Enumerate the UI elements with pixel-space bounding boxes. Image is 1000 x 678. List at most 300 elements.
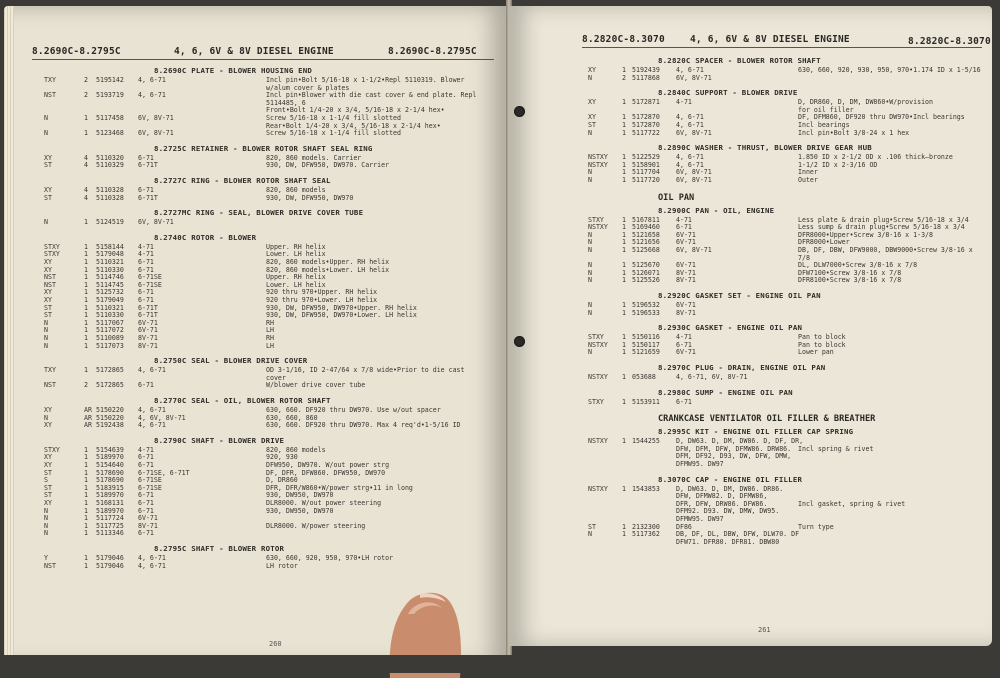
row-notes: DFR8000•Upper•Screw 3/8-16 x 1-3/8	[798, 230, 933, 239]
row-part-number: 5193719	[96, 91, 124, 100]
row-part-number: 5117724	[96, 514, 124, 523]
row-qty: 1	[622, 160, 626, 169]
row-part-number: 5169460	[632, 223, 660, 232]
row-model: N	[588, 230, 592, 239]
row-model: NSTXY	[588, 484, 608, 493]
row-part-number: 5123468	[96, 129, 124, 138]
row-application: 8V-71	[138, 521, 158, 530]
row-part-number: 1544255	[632, 437, 660, 446]
row-part-number: 5179049	[96, 296, 124, 304]
row-notes: DFR8000•Lower	[798, 238, 850, 247]
row-model: ST	[44, 161, 52, 170]
row-qty: 1	[622, 268, 626, 277]
row-qty: 4	[84, 153, 88, 162]
row-qty: 1	[84, 296, 88, 304]
row-application: DFM92. D93. DW, DMW, DW95.	[676, 507, 780, 516]
row-part-number: 5168131	[96, 499, 124, 507]
row-application: 4, 6-71	[138, 76, 166, 84]
row-application: 6-71	[138, 265, 154, 274]
row-notes: DF, DFR, DFW860. DFW950, DW970	[266, 468, 386, 477]
row-application: 6V-71	[138, 318, 158, 327]
row-qty: 1	[84, 334, 88, 342]
row-part-number: 5125670	[632, 261, 660, 270]
row-notes: cover	[266, 373, 286, 382]
left-header-range-right: 8.2690C-8.2795C	[388, 46, 477, 57]
row-model: N	[588, 530, 592, 539]
row-application: 4-71	[676, 215, 692, 224]
row-application: 6-71	[138, 258, 154, 266]
section-title: 8.2740C ROTOR - BLOWER	[154, 232, 257, 242]
row-application: 6V-71	[138, 514, 158, 523]
row-application: 8V-71	[676, 268, 696, 277]
row-application: 4, 6-71	[138, 366, 166, 375]
row-part-number: 5117722	[632, 128, 660, 137]
right-header-title: 4, 6, 6V & 8V DIESEL ENGINE	[690, 34, 850, 45]
row-part-number: 5117720	[632, 176, 660, 184]
section-title: 8.2980C SUMP - ENGINE OIL PAN	[658, 387, 793, 397]
row-notes: DF, DFM860, DF920 thru DW970•Incl bearings	[798, 113, 965, 122]
row-qty: 4	[84, 193, 88, 202]
row-part-number: 5158901	[632, 160, 660, 169]
row-application: 4, 6-71, 6V, 8V-71	[676, 373, 748, 381]
row-application: 6V, 8V-71	[676, 246, 712, 254]
row-application: 6-71SE	[138, 273, 162, 282]
section-title: 8.2820C SPACER - BLOWER ROTOR SHAFT	[658, 56, 821, 65]
row-qty: 1	[84, 514, 88, 523]
row-qty: 1	[622, 215, 626, 224]
row-qty: 1	[84, 273, 88, 282]
row-application: 6V, 8V-71	[676, 168, 712, 177]
row-application: 6V-71	[676, 238, 696, 247]
row-notes: Less sump & drain plug•Screw 5/16-18 x 3/4	[798, 223, 965, 232]
row-model: XY	[44, 421, 52, 430]
row-qty: 1	[84, 468, 88, 477]
section-title: 8.2770C SEAL - OIL, BLOWER ROTOR SHAFT	[154, 396, 331, 405]
row-qty: 1	[622, 121, 626, 129]
row-qty: 1	[622, 246, 626, 254]
row-qty: 1	[84, 521, 88, 530]
row-part-number: 5110330	[96, 265, 124, 274]
row-part-number: 5195142	[96, 76, 124, 84]
left-header-range-left: 8.2690C-8.2795C	[32, 46, 121, 57]
row-model: N	[588, 301, 592, 309]
row-notes: LH	[266, 341, 274, 350]
row-notes: Lower. LH helix	[266, 280, 326, 289]
row-model: ST	[44, 311, 52, 320]
row-notes: 630, 660. DF920 thru DW970. Max 4 req'd•1-5/16 ID	[266, 421, 461, 430]
row-notes: Incl pin•Bolt 3/8-24 x 1 hex	[798, 128, 910, 137]
left-page	[4, 6, 510, 666]
row-notes: DL, DLW7000•Screw 3/8-16 x 7/8	[798, 261, 918, 270]
row-notes: Incl pin•Bolt 5/16-18 x 1-1/2•Repl 5110319. Blower	[266, 76, 465, 84]
row-application: DFMW95. DW97	[676, 460, 724, 468]
row-notes: 630, 660. DF920 thru DW970. Use w/out spacer	[266, 406, 441, 414]
row-application: 6-71SE	[138, 280, 162, 289]
row-model: N	[588, 238, 592, 247]
row-notes: Incl bearings	[798, 121, 850, 129]
row-qty: 1	[622, 176, 626, 184]
row-notes: Front•Bolt 1/4-20 x 3/4, 5/16-18 x 2-1/4 hex•	[266, 106, 445, 115]
row-notes: Lower. LH helix	[266, 250, 326, 259]
row-qty: 1	[622, 66, 626, 74]
row-notes: LH	[266, 326, 274, 335]
row-part-number: 5117458	[96, 114, 124, 122]
row-part-number: 5179048	[96, 250, 124, 259]
row-model: XY	[44, 265, 52, 274]
row-application: DFMW95. DW97	[676, 515, 724, 523]
row-application: 6V, 8V-71	[138, 129, 174, 138]
row-application: 6V, 8V-71	[138, 114, 174, 122]
section-title: 8.2790C SHAFT - BLOWER DRIVE	[154, 435, 285, 445]
row-application: 4-71	[138, 242, 154, 251]
section-title: 8.2930C GASKET - ENGINE OIL PAN	[658, 323, 803, 333]
right-header-rule	[582, 47, 982, 48]
row-model: N	[588, 73, 592, 82]
row-notes: LH rotor	[266, 561, 298, 570]
row-part-number: 5124519	[96, 218, 124, 227]
row-application: 4, 6-71	[138, 406, 166, 414]
row-model: N	[44, 318, 48, 327]
row-application: 8V-71	[138, 341, 158, 350]
row-notes: Screw 5/16-18 x 1-1/4 fill slotted	[266, 114, 401, 122]
row-notes: DFW950, DW970. W/out power strg	[266, 461, 390, 469]
row-model: N	[44, 506, 48, 515]
row-part-number: 5114746	[96, 273, 124, 282]
row-qty: 1	[622, 530, 626, 539]
row-model: STXY	[44, 242, 60, 251]
row-notes: 1.850 ID x 2-1/2 OD x .106 thick—bronze	[798, 153, 953, 162]
row-application: 6-71T	[138, 161, 158, 170]
row-notes: 630, 660, 920, 950, 970•LH rotor	[266, 554, 394, 562]
row-application: 4, 6-71	[676, 160, 704, 169]
row-application: 6-71T	[138, 193, 158, 202]
left-page-number: 260	[269, 640, 282, 648]
row-qty: 2	[84, 76, 88, 84]
row-model: STXY	[44, 250, 60, 259]
row-application: 6-71	[138, 461, 154, 469]
row-model: XY	[44, 296, 52, 304]
row-notes: 630, 660, 920, 930, 950, 970•1.174 ID x 1-5/16	[798, 66, 981, 74]
row-part-number: 5117067	[96, 318, 124, 327]
left-header-title: 4, 6, 6V & 8V DIESEL ENGINE	[174, 46, 334, 57]
row-application: 4-71	[676, 333, 692, 342]
row-part-number: 5110328	[96, 193, 124, 202]
row-qty: 1	[84, 506, 88, 515]
row-notes: Pan to block	[798, 340, 846, 349]
row-part-number: 5110328	[96, 186, 124, 194]
row-model: NSTXY	[588, 153, 608, 162]
row-part-number: 5126071	[632, 268, 660, 277]
row-model: NSTXY	[588, 160, 608, 169]
row-model: N	[44, 218, 48, 227]
row-model: N	[588, 268, 592, 277]
row-qty: 1	[84, 554, 88, 562]
row-qty: 1	[84, 318, 88, 327]
row-part-number: 5110321	[96, 258, 124, 266]
row-model: NST	[44, 273, 56, 282]
row-qty: 1	[622, 98, 626, 107]
row-qty: 1	[84, 280, 88, 289]
row-application: DFW, DFM, DFW, DFMW86. DRW86.	[676, 444, 792, 453]
row-application: 4-71	[138, 445, 154, 454]
section-title: 8.2970C PLUG - DRAIN, ENGINE OIL PAN	[658, 363, 826, 372]
row-notes: Upper. RH helix	[266, 242, 326, 251]
row-notes: 930, DW, DFW950, DW970•Lower. LH helix	[266, 311, 417, 320]
row-model: ST	[44, 303, 52, 312]
row-notes: for oil filler	[798, 105, 854, 114]
row-qty: 1	[84, 476, 88, 485]
row-qty: 4	[84, 186, 88, 194]
row-notes: 920 thru 970•Lower. LH helix	[266, 296, 378, 304]
row-notes: 7/8	[798, 253, 810, 262]
row-notes: Screw 5/16-18 x 1-1/4 fill slotted	[266, 129, 401, 138]
row-application: 6V-71	[676, 301, 696, 309]
row-part-number: 5189970	[96, 491, 124, 500]
row-model: N	[588, 308, 592, 317]
row-application: 4, 6-71	[676, 153, 704, 162]
row-notes: Incl spring & rivet	[798, 444, 874, 453]
row-qty: 1	[622, 373, 626, 381]
row-application: 6-71SE, 6-71T	[138, 468, 190, 477]
row-application: 4, 6-71	[138, 91, 166, 100]
row-model: XY	[588, 98, 596, 107]
row-model: S	[44, 476, 48, 485]
row-application: 6-71	[138, 296, 154, 304]
row-qty: 1	[84, 461, 88, 469]
row-qty: 1	[84, 326, 88, 335]
row-application: 6-71	[138, 491, 154, 500]
row-qty: 1	[622, 168, 626, 177]
row-part-number: 5178690	[96, 468, 124, 477]
row-notes: w/alum cover & plates	[266, 83, 350, 92]
row-model: XY	[44, 406, 52, 414]
row-notes: 820, 860 models. Carrier	[266, 153, 362, 162]
row-application: 6-71T	[138, 303, 158, 312]
row-application: 6V-71	[138, 326, 158, 335]
row-part-number: 5110329	[96, 161, 124, 170]
row-model: ST	[588, 522, 596, 531]
row-part-number: 5167811	[632, 215, 660, 224]
row-notes: 930, DW, DFW950, DW970. Carrier	[266, 161, 390, 170]
row-qty: 1	[622, 261, 626, 270]
row-model: ST	[44, 193, 52, 202]
left-header-rule	[32, 59, 494, 60]
row-qty: 1	[622, 333, 626, 342]
row-notes: RH	[266, 334, 274, 342]
row-qty: 1	[84, 265, 88, 274]
row-application: 6-71SE	[138, 476, 162, 485]
row-part-number: 5110321	[96, 303, 124, 312]
row-qty: AR	[84, 406, 92, 414]
row-part-number: 5172865	[96, 381, 124, 390]
row-qty: AR	[84, 421, 92, 430]
row-model: N	[44, 334, 48, 342]
table-surface	[0, 655, 1000, 673]
row-part-number: 5121659	[632, 348, 660, 357]
row-application: 6V-71	[676, 348, 696, 357]
section-title: 8.2900C PAN - OIL, ENGINE	[658, 205, 775, 215]
row-model: TXY	[44, 76, 56, 84]
row-qty: 1	[84, 250, 88, 259]
row-application: 6-71	[676, 397, 692, 406]
row-qty: 1	[622, 238, 626, 247]
row-notes: DFR8100•Screw 3/8-16 x 7/8	[798, 276, 902, 285]
row-qty: 1	[84, 303, 88, 312]
row-model: NST	[44, 91, 56, 100]
row-qty: 1	[84, 218, 88, 227]
row-part-number: 5154640	[96, 461, 124, 469]
section-title: 8.2995C KIT - ENGINE OIL FILLER CAP SPRING	[658, 427, 854, 437]
row-model: XY	[44, 499, 52, 507]
row-qty: 1	[84, 561, 88, 570]
row-notes: W/blower drive cover tube	[266, 381, 366, 390]
row-part-number: 5110320	[96, 153, 124, 162]
row-application: D, DW63. D, DM, DW86. D, DF, DR,	[676, 437, 804, 446]
row-application: 6-71	[138, 288, 154, 297]
row-notes: Incl gasket, spring & rivet	[798, 499, 906, 508]
right-page-number: 261	[758, 626, 771, 634]
row-notes: 1-1/2 ID x 2-3/16 OD	[798, 160, 878, 169]
section-title: 8.2725C RETAINER - BLOWER ROTOR SHAFT SEAL RING	[154, 143, 373, 153]
row-model: ST	[588, 121, 596, 129]
row-part-number: 2132300	[632, 522, 660, 531]
row-qty: 1	[84, 114, 88, 122]
row-model: XY	[44, 453, 52, 462]
row-application: 8V-71	[138, 334, 158, 342]
row-model: N	[588, 246, 592, 254]
row-notes: 820, 860 models	[266, 186, 326, 194]
section-title: 8.2727MC RING - SEAL, BLOWER DRIVE COVER TUBE	[154, 208, 364, 218]
row-model: ST	[44, 483, 52, 492]
row-model: N	[44, 341, 48, 350]
row-notes: 820, 860 models	[266, 445, 326, 454]
row-part-number: 5114745	[96, 280, 124, 289]
row-part-number: 5122529	[632, 153, 660, 162]
row-application: 6-71	[676, 223, 692, 232]
row-qty: 1	[84, 499, 88, 507]
row-application: 8V-71	[676, 308, 696, 317]
row-application: 6V-71	[676, 230, 696, 239]
row-part-number: 5179046	[96, 561, 124, 570]
row-model: NSTXY	[588, 437, 608, 446]
row-qty: 2	[84, 381, 88, 390]
row-model: N	[588, 261, 592, 270]
row-notes: 820, 860 models•Lower. LH helix	[266, 265, 390, 274]
row-qty: 1	[84, 453, 88, 462]
row-qty: 1	[622, 276, 626, 285]
row-model: NSTXY	[588, 373, 608, 381]
row-qty: 2	[84, 91, 88, 100]
row-application: 4, 6-71	[676, 66, 704, 74]
row-application: 6-71	[676, 340, 692, 349]
row-model: STXY	[588, 333, 604, 342]
row-part-number: 5121656	[632, 238, 660, 247]
right-header-range-left: 8.2820C-8.3070	[582, 34, 665, 45]
row-part-number: 5117868	[632, 73, 660, 82]
row-application: 6V, 8V-71	[138, 218, 174, 227]
row-qty: 1	[622, 113, 626, 122]
row-qty: 1	[622, 223, 626, 232]
section-title: 8.2690C PLATE - BLOWER HOUSING END	[154, 66, 313, 75]
row-notes: Outer	[798, 176, 818, 184]
row-qty: 4	[84, 161, 88, 170]
section-title: 8.2750C SEAL - BLOWER DRIVE COVER	[154, 356, 308, 366]
section-title: 8.3070C CAP - ENGINE OIL FILLER	[658, 474, 803, 484]
row-application: DFM, DF92, D93, DW, DFW, DMW,	[676, 452, 792, 461]
row-qty: 1	[622, 348, 626, 357]
row-part-number: 5172871	[632, 98, 660, 107]
row-part-number: 5125732	[96, 288, 124, 297]
row-qty: 1	[84, 491, 88, 500]
row-application: 4, 6-71	[138, 561, 166, 570]
row-application: 6V, 8V-71	[676, 73, 712, 82]
row-model: XY	[44, 153, 52, 162]
row-application: 6-71	[138, 506, 154, 515]
row-model: ST	[44, 468, 52, 477]
row-notes: 920, 930	[266, 453, 298, 462]
row-application: 4, 6-71	[138, 421, 166, 430]
row-part-number: 5172870	[632, 113, 660, 122]
row-part-number: 1543853	[632, 484, 660, 493]
section-title: 8.2890C WASHER - THRUST, BLOWER DRIVE GEAR HUB	[658, 143, 872, 153]
row-notes: 5114485, 6	[266, 98, 306, 107]
row-qty: 1	[84, 129, 88, 138]
row-model: STXY	[44, 445, 60, 454]
row-part-number: 5196532	[632, 301, 660, 309]
section-title: 8.2795C SHAFT - BLOWER ROTOR	[154, 544, 285, 553]
row-model: ST	[44, 491, 52, 500]
row-part-number: 5150220	[96, 406, 124, 414]
row-model: XY	[44, 461, 52, 469]
row-part-number: 5183915	[96, 483, 124, 492]
row-notes: Rear•Bolt 1/4-20 x 3/4, 5/16-18 x 2-1/4 hex•	[266, 121, 441, 130]
row-model: NST	[44, 381, 56, 390]
row-part-number: 5117072	[96, 326, 124, 335]
row-qty: 1	[622, 437, 626, 446]
row-notes: 930, DW950, DW970	[266, 491, 334, 500]
row-qty: 1	[84, 311, 88, 320]
row-application: 6-71SE	[138, 483, 162, 492]
row-application: 4-71	[138, 250, 154, 259]
row-part-number: 5125526	[632, 276, 660, 285]
right-page	[508, 6, 992, 646]
row-application: 4, 6-71	[676, 121, 704, 129]
row-notes: Lower pan	[798, 348, 834, 357]
row-notes: Incl pin•Blower with die cast cover & end plate. Repl	[266, 91, 477, 100]
row-qty: 1	[622, 522, 626, 531]
row-application: 4, 6-71	[676, 113, 704, 122]
right-header-range-right: 8.2820C-8.3070	[908, 36, 991, 47]
row-model: N	[44, 413, 48, 422]
row-notes: 930, DW950, DW970	[266, 506, 334, 515]
row-notes: Pan to block	[798, 333, 846, 342]
row-application: DB, DF, DL, DBW, DFW, DLW70. DF	[676, 530, 800, 539]
row-qty: 1	[622, 340, 626, 349]
row-part-number: 5150117	[632, 340, 660, 349]
row-notes: 930, DW, DFW950, DW970•Upper. RH helix	[266, 303, 417, 312]
row-qty: 1	[622, 484, 626, 493]
row-part-number: 5192439	[632, 66, 660, 74]
row-application: 6V-71	[676, 261, 696, 270]
row-part-number: 5150116	[632, 333, 660, 342]
row-part-number: 5117073	[96, 341, 124, 350]
row-notes: DFW7100•Screw 3/8-16 x 7/8	[798, 268, 902, 277]
row-qty: 1	[84, 288, 88, 297]
row-application: 6-71	[138, 453, 154, 462]
row-application: 6-71	[138, 186, 154, 194]
row-part-number: 5150220	[96, 413, 124, 422]
row-notes: 930, DW, DFW950, DW970	[266, 193, 354, 202]
